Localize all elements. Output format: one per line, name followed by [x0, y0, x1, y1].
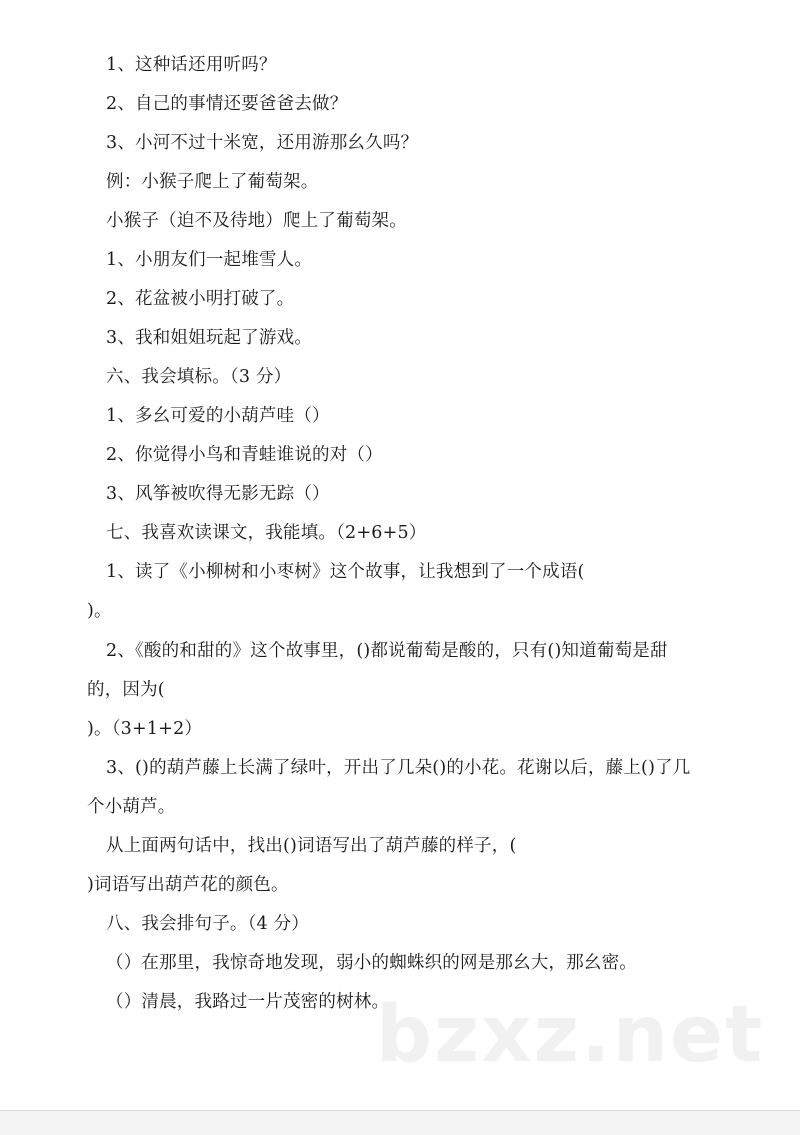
watermark-logo: bzxz.net [376, 990, 765, 1080]
text-line: 3、小河不过十米宽，还用游那幺久吗？ [106, 133, 419, 153]
text-line: 1、小朋友们一起堆雪人。 [106, 250, 313, 270]
text-line: 1、这种话还用听吗？ [106, 55, 277, 75]
text-line: 1、多幺可爱的小葫芦哇（） [106, 406, 330, 426]
text-line: 2、花盆被小明打破了。 [106, 289, 295, 309]
text-line: 1、读了《小柳树和小枣树》这个故事，让我想到了一个成语( [106, 562, 585, 582]
text-line: （）清晨，我路过一片茂密的树林。 [106, 992, 390, 1012]
section-heading: 八、我会排句子。（4 分） [106, 914, 310, 934]
text-line: )。（3+1+2） [87, 719, 203, 739]
text-line: 个小葫芦。 [87, 797, 176, 817]
text-line: 从上面两句话中，找出()词语写出了葫芦藤的样子，( [106, 836, 517, 856]
text-line: 小猴子（迫不及待地）爬上了葡萄架。 [106, 211, 407, 231]
text-line: 2、自己的事情还要爸爸去做？ [106, 94, 348, 114]
text-line: （）在那里，我惊奇地发现，弱小的蜘蛛织的网是那幺大，那幺密。 [106, 953, 637, 973]
section-heading: 七、我喜欢读课文，我能填。（2+6+5） [106, 523, 427, 543]
text-line: 2、你觉得小鸟和青蛙谁说的对（） [106, 445, 383, 465]
text-line: )词语写出葫芦花的颜色。 [87, 875, 289, 895]
text-line: 2、《酸的和甜的》这个故事里，()都说葡萄是酸的，只有()知道葡萄是甜 [106, 641, 668, 661]
text-line: 3、()的葫芦藤上长满了绿叶，开出了几朵()的小花。花谢以后，藤上()了几 [106, 758, 691, 778]
text-line: 的，因为( [87, 680, 165, 700]
text-line: 3、风筝被吹得无影无踪（） [106, 484, 330, 504]
text-line: 例：小猴子爬上了葡萄架。 [106, 172, 319, 192]
text-line: )。 [87, 601, 112, 621]
page-bottom-edge [0, 1110, 800, 1135]
section-heading: 六、我会填标。（3 分） [106, 367, 292, 387]
text-line: 3、我和姐姐玩起了游戏。 [106, 328, 313, 348]
